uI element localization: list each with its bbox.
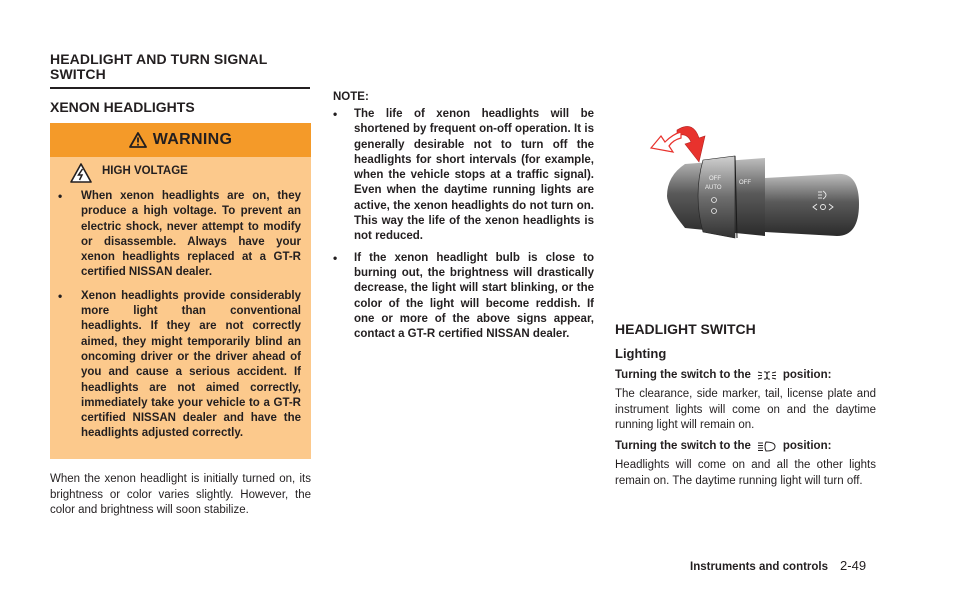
off-side-label: OFF: [739, 180, 751, 186]
warning-subheader-label: HIGH VOLTAGE: [102, 165, 188, 177]
lever-illustration: [615, 96, 875, 292]
step2-paragraph: Headlights will come on and all the other lights remain on. The daytime running light will turn off.: [615, 459, 876, 487]
step1-suffix: position:: [782, 369, 832, 381]
off-top-label: OFF: [709, 176, 721, 182]
headlight-icon: [757, 441, 777, 452]
page-number: 2-49: [840, 558, 867, 573]
warning-item: • Xenon headlights provide considerably more light than conventional headlights. If they are not correctly aimed, they might temporarily blind an oncoming driver or the driver ahead of you and cause a serious accident. If headlights are not aimed correctly, immediately take your vehicle to a GT-R certified NISSAN dealer and have the headlights adjusted correctly.: [58, 289, 301, 442]
step2-prefix: Turning the switch to the: [615, 440, 751, 452]
step1-paragraph: The clearance, side marker, tail, license plate and instrument lights will come on and the daytime running light will remain on.: [615, 388, 876, 431]
warning-item: • When xenon headlights are on, they produce a high voltage. To prevent an electric shock, never attempt to modify or disassemble. Always have your xenon headlights replaced at a GT-R certified NISSAN dealer.: [58, 189, 301, 281]
lever-knob: [698, 156, 735, 238]
step1-prefix: Turning the switch to the: [615, 369, 751, 381]
page-footer: [690, 558, 866, 573]
rotation-arrow-outline-icon: [651, 132, 681, 152]
step2-heading: [615, 440, 831, 452]
footer-section-name: Instruments and controls: [690, 561, 829, 573]
note-item: • The life of xenon headlights will be shortened by frequent on-off operation. It is generally desirable not to turn off the headlights for short intervals (for example, when the vehicle stops at a traffic signal). Even when the daytime running lights are active, the xenon headlights do not turn on. This way the life of the xenon headlights is not reduced.: [333, 107, 594, 245]
lever-stalk: [765, 174, 859, 236]
warning-triangle-icon: [129, 132, 147, 148]
warning-box: [50, 123, 311, 459]
headlight-switch-title: HEADLIGHT SWITCH: [615, 321, 756, 337]
electric-shock-warning-icon: [70, 163, 92, 183]
warning-header-label: WARNING: [152, 131, 233, 148]
subsection-title: XENON HEADLIGHTS: [50, 99, 195, 115]
warning-subheader: [70, 163, 311, 183]
step2-suffix: position:: [782, 440, 832, 452]
section-title: HEADLIGHT AND TURN SIGNAL SWITCH: [50, 52, 310, 89]
headlight-switch-figure: [615, 96, 875, 292]
lighting-title: Lighting: [615, 346, 667, 361]
warning-header: [50, 123, 311, 157]
intro-paragraph: When the xenon headlight is initially turned on, its brightness or color varies slightly. However, the color and brightness will soon stabilize.: [50, 473, 311, 516]
note-label: NOTE:: [333, 91, 369, 103]
note-item: • If the xenon headlight bulb is close to burning out, the brightness will drastically decrease, the light will start blinking, or the color of the light will become reddish. If one or more of the above signs appear, contact a GT-R certified NISSAN dealer.: [333, 251, 594, 343]
step1-heading: [615, 369, 831, 381]
warning-list: [50, 189, 311, 442]
parking-lights-icon: [757, 370, 777, 381]
note-list: [333, 107, 594, 348]
auto-label: AUTO: [705, 185, 722, 191]
